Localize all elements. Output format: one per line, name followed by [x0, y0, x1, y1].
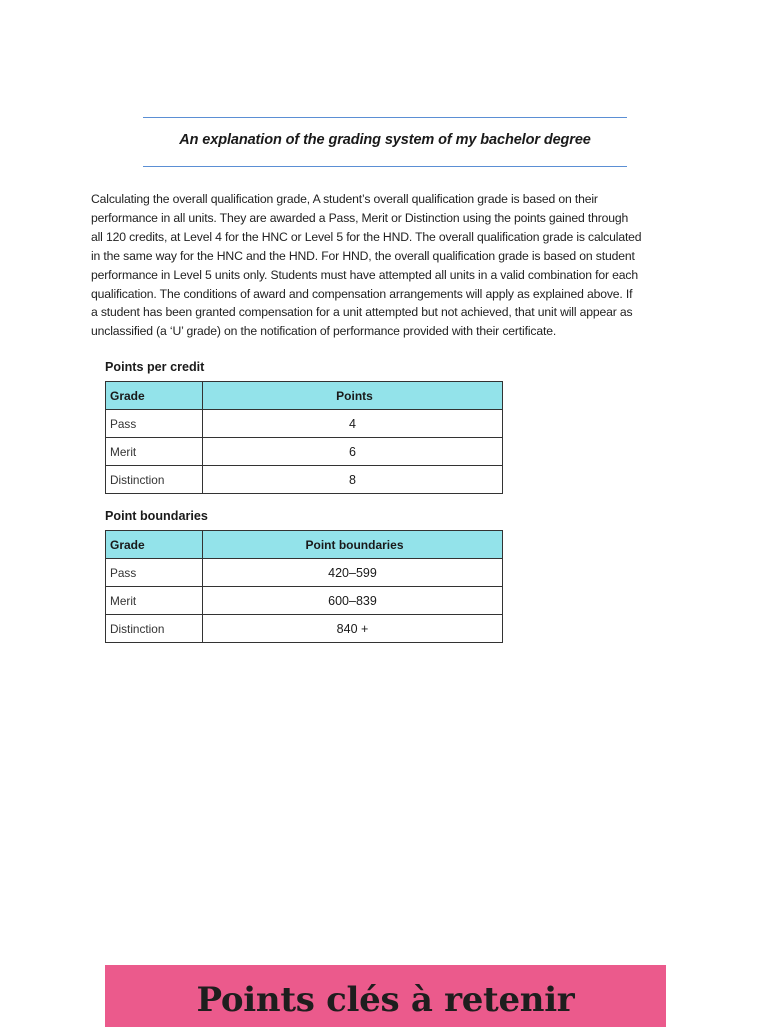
boundary-cell: 420–599	[203, 559, 503, 587]
title-top-rule	[143, 117, 627, 118]
grade-cell: Merit	[106, 587, 203, 615]
grade-cell: Distinction	[106, 615, 203, 643]
table-header-row	[106, 531, 503, 559]
paragraph-line: in the same way for the HNC and the HND. For HND, the overall qualification grade is based on student	[91, 248, 635, 263]
points-cell: 4	[203, 410, 503, 438]
paragraph-line: a student has been granted compensation for a unit attempted but not achieved, that unit will appear as	[91, 305, 633, 320]
column-header-grade: Grade	[106, 382, 203, 410]
boundary-cell: 840 +	[203, 615, 503, 643]
paragraph-line: all 120 credits, at Level 4 for the HNC or Level 5 for the HND. The overall qualification grade is calculated	[91, 229, 642, 244]
table-row	[106, 466, 503, 494]
point-boundaries-table	[105, 530, 503, 643]
points-per-credit-table	[105, 381, 503, 494]
banner-title: Points clés à retenir	[196, 980, 575, 1020]
grade-cell: Merit	[106, 438, 203, 466]
table-row	[106, 587, 503, 615]
paragraph-line: Calculating the overall qualification grade, A student’s overall qualification grade is based on their	[91, 192, 598, 206]
key-points-banner	[105, 965, 666, 1027]
grade-cell: Distinction	[106, 466, 203, 494]
grade-cell: Pass	[106, 410, 203, 438]
table-row	[106, 615, 503, 643]
boundary-cell: 600–839	[203, 587, 503, 615]
body-paragraph	[91, 190, 683, 341]
grade-cell: Pass	[106, 559, 203, 587]
points-cell: 6	[203, 438, 503, 466]
table-row	[106, 410, 503, 438]
paragraph-line: performance in all units. They are awarded a Pass, Merit or Distinction using the points gained through	[91, 210, 629, 225]
points-table-title: Points per credit	[105, 360, 205, 374]
boundaries-table-title: Point boundaries	[105, 509, 208, 523]
table-row	[106, 438, 503, 466]
paragraph-line: performance in Level 5 units only. Students must have attempted all units in a valid combination for each	[91, 267, 638, 282]
column-header-grade: Grade	[106, 531, 203, 559]
paragraph-line: unclassified (a ‘U’ grade) on the notification of performance provided with their certificate.	[91, 324, 557, 339]
table-header-row	[106, 382, 503, 410]
table-row	[106, 559, 503, 587]
title-bottom-rule	[143, 166, 627, 167]
document-title: An explanation of the grading system of my bachelor degree	[179, 132, 591, 148]
points-cell: 8	[203, 466, 503, 494]
paragraph-line: qualification. The conditions of award and compensation arrangements will apply as explained above. If	[91, 286, 633, 301]
column-header-points: Points	[203, 382, 503, 410]
column-header-point-boundaries: Point boundaries	[203, 531, 503, 559]
